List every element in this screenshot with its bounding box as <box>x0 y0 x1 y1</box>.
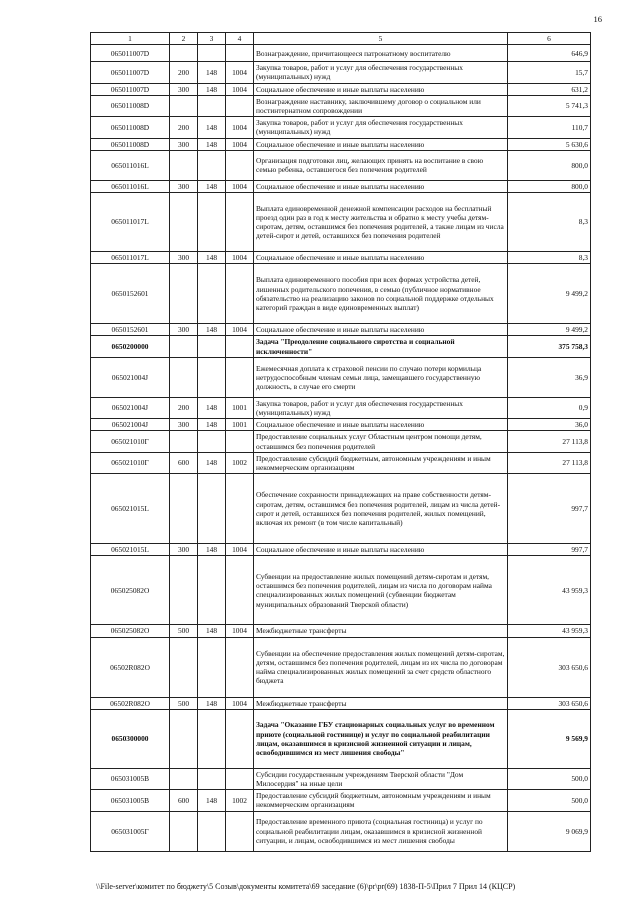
row-section <box>226 336 254 357</box>
table-row <box>91 264 591 324</box>
row-department <box>198 709 226 768</box>
row-amount: 43 959,3 <box>508 625 591 637</box>
row-amount: 997,7 <box>508 544 591 556</box>
table-row <box>91 150 591 180</box>
row-amount: 997,7 <box>508 474 591 544</box>
row-section <box>226 709 254 768</box>
budget-table <box>90 32 591 852</box>
row-amount: 800,0 <box>508 150 591 180</box>
table-row <box>91 138 591 150</box>
row-section: 1004 <box>226 324 254 336</box>
row-department <box>198 95 226 116</box>
row-section: 1004 <box>226 544 254 556</box>
table-row <box>91 768 591 789</box>
row-code: 065021015L <box>91 474 170 544</box>
row-code: 065025082O <box>91 556 170 625</box>
table-row <box>91 431 591 452</box>
row-code: 065011007D <box>91 62 170 83</box>
row-section <box>226 45 254 62</box>
row-description: Социальное обеспечение и иные выплаты населению <box>254 83 508 95</box>
table-row <box>91 45 591 62</box>
row-description: Ежемесячная доплата к страховой пенсии по случаю потери кормильца нетрудоспособным членам семьи лица, замещавшего государственную должность, в случае его смерти <box>254 357 508 397</box>
row-department: 148 <box>198 117 226 138</box>
row-code: 065011007D <box>91 83 170 95</box>
row-section: 1004 <box>226 697 254 709</box>
row-expense-type: 300 <box>170 544 198 556</box>
row-code: 065021004J <box>91 419 170 431</box>
file-path-footer: \\File-server\комитет по бюджету\5 Созыв\документы комитета\69 заседание (6)\pr\pr(69) 1838-П-5\Прил 7 Прил 14 (КЦСР) <box>96 882 516 891</box>
table-row <box>91 474 591 544</box>
row-section: 1004 <box>226 138 254 150</box>
row-department: 148 <box>198 625 226 637</box>
row-section: 1004 <box>226 625 254 637</box>
row-code: 065021004J <box>91 397 170 418</box>
row-expense-type: 600 <box>170 790 198 811</box>
row-department <box>198 150 226 180</box>
table-row <box>91 324 591 336</box>
row-amount: 9 069,9 <box>508 811 591 851</box>
row-department: 148 <box>198 83 226 95</box>
table-row <box>91 637 591 697</box>
row-code: 065025082O <box>91 625 170 637</box>
row-expense-type: 200 <box>170 62 198 83</box>
row-amount: 15,7 <box>508 62 591 83</box>
table-row <box>91 62 591 83</box>
row-description: Выплата единовременного пособия при всех формах устройства детей, лишенных родительского попечения, в семью (публичное нормативное обязательство на реализацию законов по социальной поддержке отдельных категорий граждан в виде единовременных выплат) <box>254 264 508 324</box>
row-department: 148 <box>198 252 226 264</box>
table-row <box>91 95 591 116</box>
row-code: 065011017L <box>91 193 170 252</box>
row-code: 065011007D <box>91 45 170 62</box>
row-expense-type: 300 <box>170 180 198 192</box>
table-row <box>91 83 591 95</box>
row-code: 065031005Г <box>91 811 170 851</box>
row-expense-type <box>170 556 198 625</box>
row-section <box>226 193 254 252</box>
row-expense-type <box>170 811 198 851</box>
row-section <box>226 95 254 116</box>
row-code: 0650200000 <box>91 336 170 357</box>
column-header: 5 <box>254 33 508 45</box>
row-amount: 110,7 <box>508 117 591 138</box>
row-department: 148 <box>198 452 226 473</box>
table-row <box>91 811 591 851</box>
table-body <box>91 45 591 851</box>
row-expense-type: 300 <box>170 252 198 264</box>
row-description: Задача "Преодоление социального сиротства и социальной исключенности" <box>254 336 508 357</box>
row-amount: 36,0 <box>508 419 591 431</box>
row-department <box>198 474 226 544</box>
row-description: Субвенции на предоставление жилых помещений детям-сиротам и детям, оставшимся без попечения родителей, лицам из числа по договорам найма специализированных жилых помещений (субвенции бюджетам муниципальных образований Тверской области) <box>254 556 508 625</box>
table-row <box>91 556 591 625</box>
column-header: 2 <box>170 33 198 45</box>
row-section: 1004 <box>226 252 254 264</box>
row-expense-type <box>170 768 198 789</box>
table-row <box>91 193 591 252</box>
table-row <box>91 544 591 556</box>
row-department: 148 <box>198 397 226 418</box>
row-expense-type <box>170 637 198 697</box>
row-department <box>198 637 226 697</box>
row-amount: 8,3 <box>508 193 591 252</box>
row-description: Социальное обеспечение и иные выплаты населению <box>254 252 508 264</box>
row-amount: 9 499,2 <box>508 264 591 324</box>
row-section: 1004 <box>226 117 254 138</box>
table-row <box>91 117 591 138</box>
row-amount: 9 499,2 <box>508 324 591 336</box>
row-description: Закупка товаров, работ и услуг для обеспечения государственных (муниципальных) нужд <box>254 62 508 83</box>
row-amount: 27 113,8 <box>508 452 591 473</box>
row-expense-type: 200 <box>170 117 198 138</box>
row-expense-type <box>170 264 198 324</box>
row-section <box>226 768 254 789</box>
row-expense-type: 500 <box>170 625 198 637</box>
row-section <box>226 431 254 452</box>
row-department: 148 <box>198 138 226 150</box>
row-expense-type: 500 <box>170 697 198 709</box>
row-amount: 8,3 <box>508 252 591 264</box>
row-description: Межбюджетные трансферты <box>254 625 508 637</box>
row-code: 065011008D <box>91 117 170 138</box>
column-header: 1 <box>91 33 170 45</box>
row-description: Вознаграждение наставнику, заключившему договор о социальном или постинтернатном сопровождении <box>254 95 508 116</box>
row-amount: 631,2 <box>508 83 591 95</box>
row-department: 148 <box>198 62 226 83</box>
row-description: Вознаграждение, причитающееся патронатному воспитателю <box>254 45 508 62</box>
row-expense-type <box>170 193 198 252</box>
row-code: 065011016L <box>91 180 170 192</box>
row-expense-type <box>170 709 198 768</box>
row-code: 06502R082O <box>91 697 170 709</box>
row-description: Социальное обеспечение и иные выплаты населению <box>254 544 508 556</box>
row-department <box>198 431 226 452</box>
row-description: Предоставление субсидий бюджетным, автономным учреждениям и иным некоммерческим организациям <box>254 452 508 473</box>
row-code: 065011016L <box>91 150 170 180</box>
row-description: Межбюджетные трансферты <box>254 697 508 709</box>
row-description: Субвенции на обеспечение предоставления жилых помещений детям-сиротам, детям, оставшимся без попечения родителей, лицам из их числа по договорам найма специализированных жилых помещений за счет средств областного бюджета <box>254 637 508 697</box>
row-amount: 500,0 <box>508 768 591 789</box>
row-department: 148 <box>198 419 226 431</box>
row-section: 1004 <box>226 83 254 95</box>
table-row <box>91 790 591 811</box>
row-expense-type <box>170 95 198 116</box>
row-amount: 9 569,9 <box>508 709 591 768</box>
column-header: 3 <box>198 33 226 45</box>
row-department: 148 <box>198 544 226 556</box>
row-code: 065011008D <box>91 95 170 116</box>
table-row <box>91 419 591 431</box>
row-expense-type: 300 <box>170 83 198 95</box>
row-section: 1001 <box>226 397 254 418</box>
row-description: Организация подготовки лиц, желающих принять на воспитание в свою семью ребенка, оставшегося без попечения родителей <box>254 150 508 180</box>
row-amount: 646,9 <box>508 45 591 62</box>
row-expense-type <box>170 357 198 397</box>
row-department <box>198 264 226 324</box>
row-amount: 800,0 <box>508 180 591 192</box>
row-code: 0650152601 <box>91 324 170 336</box>
table-row <box>91 697 591 709</box>
row-description: Социальное обеспечение и иные выплаты населению <box>254 180 508 192</box>
row-section: 1004 <box>226 62 254 83</box>
row-department <box>198 556 226 625</box>
row-amount: 303 650,6 <box>508 637 591 697</box>
row-description: Задача "Оказание ГБУ стационарных социальных услуг во временном приюте (социальной гостинице) и услуг по социальной реабилитации лицам, оказавшимся в кризисной жизненной ситуации и лицам, освободившимся из мест лишения свободы" <box>254 709 508 768</box>
row-description: Предоставление субсидий бюджетным, автономным учреждениям и иным некоммерческим организациям <box>254 790 508 811</box>
table-row <box>91 709 591 768</box>
row-amount: 303 650,6 <box>508 697 591 709</box>
table-row <box>91 180 591 192</box>
row-code: 065031005B <box>91 768 170 789</box>
row-section: 1002 <box>226 790 254 811</box>
table-row <box>91 252 591 264</box>
row-amount: 500,0 <box>508 790 591 811</box>
row-amount: 375 758,3 <box>508 336 591 357</box>
row-department <box>198 768 226 789</box>
table-row <box>91 452 591 473</box>
row-expense-type <box>170 474 198 544</box>
row-department: 148 <box>198 790 226 811</box>
row-expense-type: 300 <box>170 419 198 431</box>
table-row <box>91 357 591 397</box>
row-description: Социальное обеспечение и иные выплаты населению <box>254 419 508 431</box>
row-amount: 5 630,6 <box>508 138 591 150</box>
row-expense-type <box>170 431 198 452</box>
row-code: 0650152601 <box>91 264 170 324</box>
row-department: 148 <box>198 324 226 336</box>
row-code: 065021015L <box>91 544 170 556</box>
row-department <box>198 336 226 357</box>
row-description: Предоставление социальных услуг Областным центром помощи детям, оставшимся без попечения родителей <box>254 431 508 452</box>
row-department: 148 <box>198 180 226 192</box>
row-code: 065011008D <box>91 138 170 150</box>
row-code: 065011017L <box>91 252 170 264</box>
row-section <box>226 811 254 851</box>
row-department <box>198 45 226 62</box>
row-section <box>226 637 254 697</box>
page-number: 16 <box>593 14 602 24</box>
row-expense-type: 600 <box>170 452 198 473</box>
row-expense-type: 200 <box>170 397 198 418</box>
row-description: Социальное обеспечение и иные выплаты населению <box>254 138 508 150</box>
row-department <box>198 357 226 397</box>
table-row <box>91 397 591 418</box>
row-department <box>198 193 226 252</box>
row-expense-type: 300 <box>170 138 198 150</box>
row-section <box>226 264 254 324</box>
row-department <box>198 811 226 851</box>
header-row <box>91 33 591 45</box>
row-department: 148 <box>198 697 226 709</box>
column-header: 4 <box>226 33 254 45</box>
row-section: 1002 <box>226 452 254 473</box>
row-expense-type: 300 <box>170 324 198 336</box>
row-description: Обеспечение сохранности принадлежащих на праве собственности детям-сиротам, детям, оставшимся без попечения родителей, лицам из числа детей-сирот и детей, оставшихся без попечения родителей, жилых помещений, включая их ремонт (в том числе капитальный) <box>254 474 508 544</box>
row-description: Предоставление временного приюта (социальная гостиница) и услуг по социальной реабилитации лицам, оказавшимся в кризисной жизненной ситуации, и лицам, освободившимся из мест лишения свободы <box>254 811 508 851</box>
row-amount: 5 741,3 <box>508 95 591 116</box>
row-expense-type <box>170 45 198 62</box>
row-section <box>226 150 254 180</box>
row-amount: 27 113,8 <box>508 431 591 452</box>
row-section <box>226 556 254 625</box>
row-expense-type <box>170 336 198 357</box>
row-code: 06502R082O <box>91 637 170 697</box>
row-section: 1001 <box>226 419 254 431</box>
row-amount: 43 959,3 <box>508 556 591 625</box>
row-section: 1004 <box>226 180 254 192</box>
row-code: 065021004J <box>91 357 170 397</box>
row-expense-type <box>170 150 198 180</box>
table-row <box>91 625 591 637</box>
row-section <box>226 357 254 397</box>
row-code: 0650300000 <box>91 709 170 768</box>
column-header: 6 <box>508 33 591 45</box>
row-description: Закупка товаров, работ и услуг для обеспечения государственных (муниципальных) нужд <box>254 117 508 138</box>
row-amount: 36,9 <box>508 357 591 397</box>
row-description: Социальное обеспечение и иные выплаты населению <box>254 324 508 336</box>
row-description: Закупка товаров, работ и услуг для обеспечения государственных (муниципальных) нужд <box>254 397 508 418</box>
row-description: Выплата единовременной денежной компенсации расходов на бесплатный проезд один раз в год к месту жительства и обратно к месту учебы детям-сиротам, детям, оставшимся без попечения родителей, а также лицам из числа детей-сирот и детей, оставшихся без попечения родителей <box>254 193 508 252</box>
row-section <box>226 474 254 544</box>
table-row <box>91 336 591 357</box>
row-code: 065021010Г <box>91 452 170 473</box>
row-description: Субсидии государственным учреждениям Тверской области "Дом Милосердия" на иные цели <box>254 768 508 789</box>
row-amount: 0,9 <box>508 397 591 418</box>
row-code: 065031005B <box>91 790 170 811</box>
row-code: 065021010Г <box>91 431 170 452</box>
